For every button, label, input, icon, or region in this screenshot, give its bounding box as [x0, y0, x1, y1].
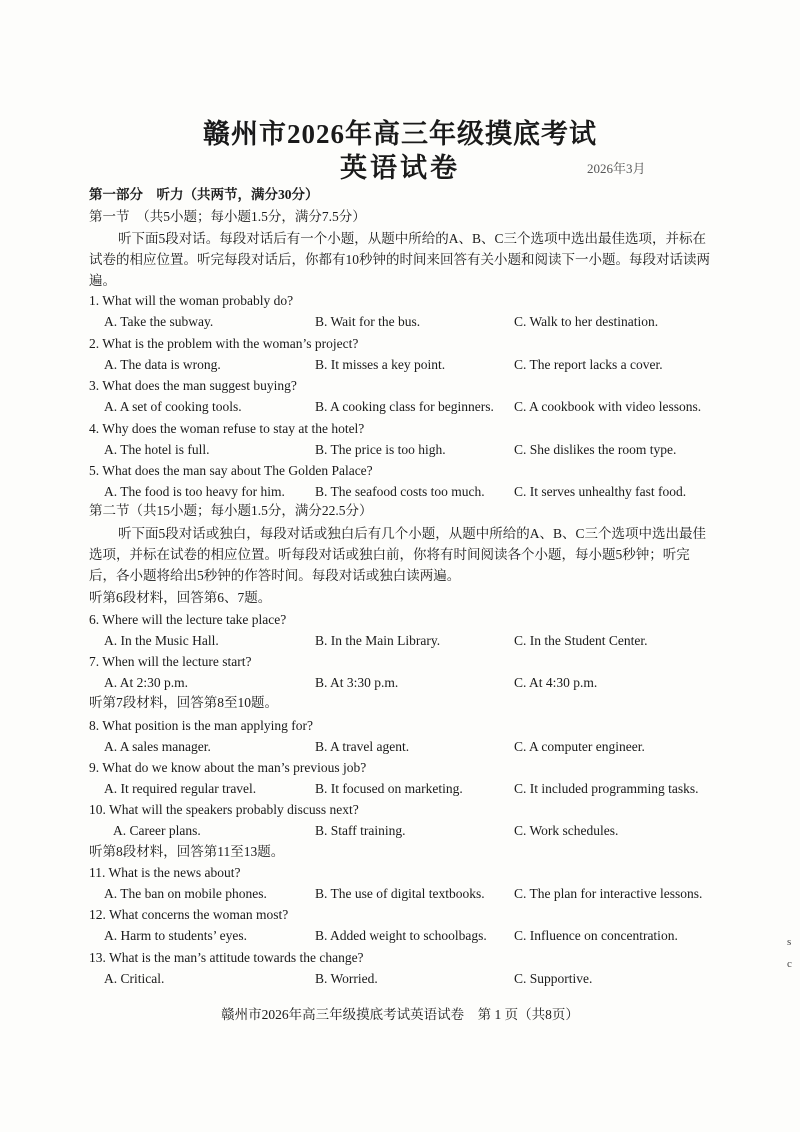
question-3-option-a: A. A set of cooking tools.: [104, 399, 242, 414]
question-1-stem: 1. What will the woman probably do?: [89, 293, 294, 308]
question-11-option-a: A. The ban on mobile phones.: [104, 886, 267, 901]
question-13-option-a: A. Critical.: [104, 971, 165, 986]
question-12-option-b: B. Added weight to schoolbags.: [315, 928, 487, 943]
question-4-stem: 4. Why does the woman refuse to stay at the hotel?: [89, 421, 365, 436]
question-1-option-b: B. Wait for the bus.: [315, 314, 421, 329]
question-13-option-c: C. Supportive.: [514, 971, 593, 986]
question-2-option-b: B. It misses a key point.: [315, 357, 446, 372]
question-13-option-b: B. Worried.: [315, 971, 378, 986]
question-9-option-c: C. It included programming tasks.: [514, 781, 699, 796]
question-10-stem: 10. What will the speakers probably discuss next?: [89, 802, 359, 817]
question-6-stem: 6. Where will the lecture take place?: [89, 612, 287, 627]
question-5-option-a: A. The food is too heavy for him.: [104, 484, 285, 499]
question-11-option-b: B. The use of digital textbooks.: [315, 886, 485, 901]
question-7-stem: 7. When will the lecture start?: [89, 654, 252, 669]
question-6-option-a: A. In the Music Hall.: [104, 633, 219, 648]
section2-instructions-text: 听下面5段对话或独白，每段对话或独白后有几个小题，从题中所给的A、B、C三个选项中选出最佳选项，并标在试卷的相应位置。听每段对话或独白前，你将有时间阅读各个小题，每小题5秒钟；听完后，各小题将给出5秒钟的作答时间。每段对话或独白读两遍。: [89, 526, 707, 583]
question-8-option-c: C. A computer engineer.: [514, 739, 645, 754]
question-12-stem: 12. What concerns the woman most?: [89, 907, 289, 922]
margin-mark-1: s: [787, 936, 792, 948]
question-11-stem: 11. What is the news about?: [89, 865, 241, 880]
exam-title: 赣州市2026年高三年级摸底考试: [203, 119, 597, 149]
question-6-option-b: B. In the Main Library.: [315, 633, 441, 648]
question-4-option-c: C. She dislikes the room type.: [514, 442, 677, 457]
question-9-option-b: B. It focused on marketing.: [315, 781, 463, 796]
question-2-option-a: A. The data is wrong.: [104, 357, 221, 372]
question-8-stem: 8. What position is the man applying for?: [89, 718, 313, 733]
question-12-option-a: A. Harm to students’ eyes.: [104, 928, 247, 943]
question-10-option-a: A. Career plans.: [113, 823, 201, 838]
question-7-option-b: B. At 3:30 p.m.: [315, 675, 399, 690]
question-3-option-b: B. A cooking class for beginners.: [315, 399, 494, 414]
section2-instructions: [89, 523, 715, 586]
question-5-option-c: C. It serves unhealthy fast food.: [514, 484, 687, 499]
question-7-option-c: C. At 4:30 p.m.: [514, 675, 598, 690]
section1-instructions-text: 听下面5段对话。每段对话后有一个小题，从题中所给的A、B、C三个选项中选出最佳选项，并标在试卷的相应位置。听完每段对话后，你都有10秒钟的时间来回答有关小题和阅读下一小题。每段对话读两遍。: [89, 231, 710, 288]
question-3-option-c: C. A cookbook with video lessons.: [514, 399, 702, 414]
question-4-option-b: B. The price is too high.: [315, 442, 446, 457]
question-8-option-b: B. A travel agent.: [315, 739, 410, 754]
question-13-stem: 13. What is the man’s attitude towards the change?: [89, 950, 364, 965]
question-5-stem: 5. What does the man say about The Golden Palace?: [89, 463, 373, 478]
question-10-option-b: B. Staff training.: [315, 823, 406, 838]
question-12-option-c: C. Influence on concentration.: [514, 928, 678, 943]
exam-subtitle: 英语试卷: [340, 153, 460, 183]
question-9-option-a: A. It required regular travel.: [104, 781, 257, 796]
section1-instructions: [89, 228, 715, 291]
section2-heading: 第二节（共15小题；每小题1.5分，满分22.5分）: [89, 503, 373, 518]
exam-date: 2026年3月: [587, 161, 646, 176]
section1-heading: 第一节 （共5小题；每小题1.5分，满分7.5分）: [89, 209, 366, 224]
question-5-option-b: B. The seafood costs too much.: [315, 484, 485, 499]
material7-note: 听第7段材料，回答第8至10题。: [89, 695, 278, 710]
part1-heading: 第一部分 听力（共两节，满分30分）: [89, 187, 319, 202]
question-9-stem: 9. What do we know about the man’s previous job?: [89, 760, 367, 775]
page-footer: 赣州市2026年高三年级摸底考试英语试卷 第 1 页（共8页）: [221, 1007, 579, 1022]
margin-mark-2: c: [787, 958, 792, 970]
question-1-option-a: A. Take the subway.: [104, 314, 214, 329]
question-6-option-c: C. In the Student Center.: [514, 633, 648, 648]
material6-note: 听第6段材料，回答第6、7题。: [89, 590, 272, 605]
question-7-option-a: A. At 2:30 p.m.: [104, 675, 189, 690]
question-2-stem: 2. What is the problem with the woman’s project?: [89, 336, 359, 351]
question-11-option-c: C. The plan for interactive lessons.: [514, 886, 703, 901]
question-4-option-a: A. The hotel is full.: [104, 442, 210, 457]
question-2-option-c: C. The report lacks a cover.: [514, 357, 663, 372]
question-3-stem: 3. What does the man suggest buying?: [89, 378, 297, 393]
question-1-option-c: C. Walk to her destination.: [514, 314, 659, 329]
question-8-option-a: A. A sales manager.: [104, 739, 211, 754]
material8-note: 听第8段材料，回答第11至13题。: [89, 844, 285, 859]
question-10-option-c: C. Work schedules.: [514, 823, 619, 838]
